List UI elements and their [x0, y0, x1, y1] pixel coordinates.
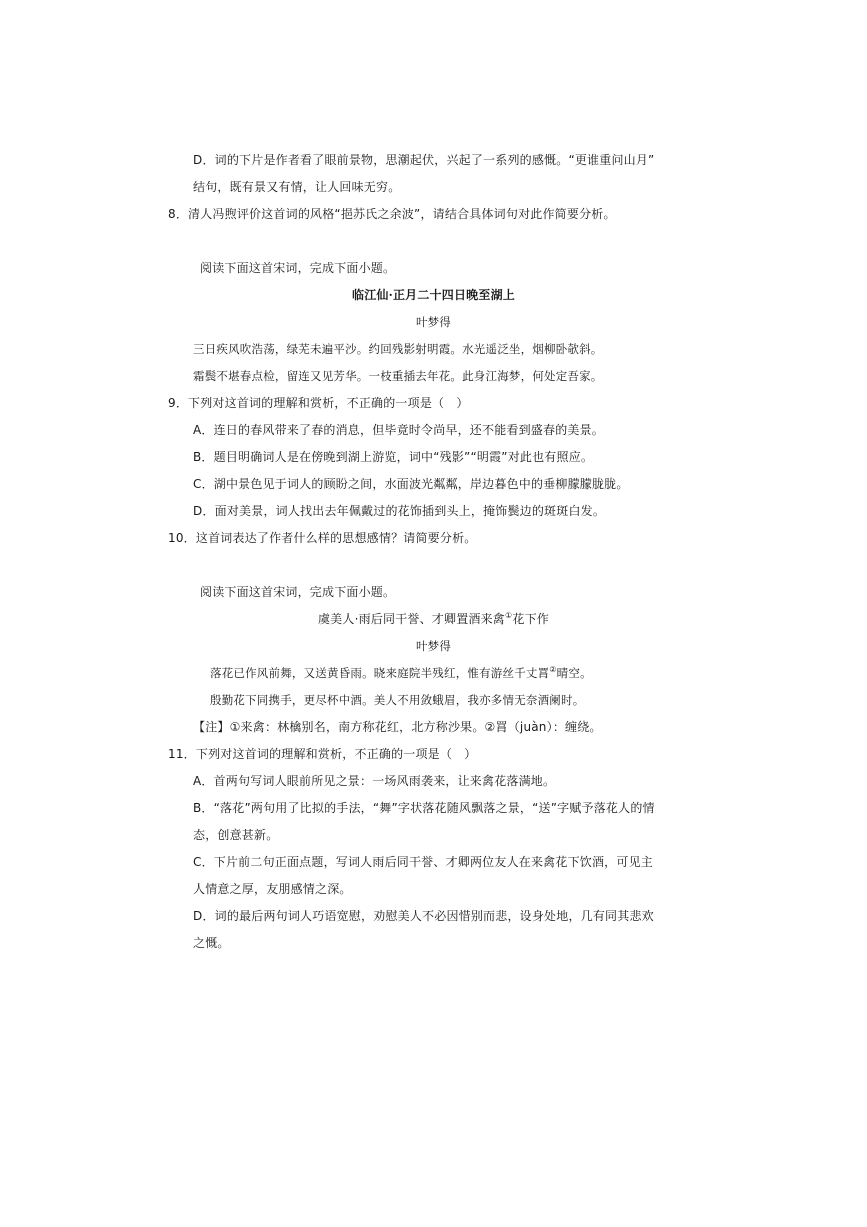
- poem-title-2: [0, 611, 867, 627]
- poem-title-2-pre: 虞美人·雨后同干誉、才卿置酒来禽: [317, 612, 506, 626]
- q11-option-c-line1: C．下片前二句正面点题，写词人雨后同干誉、才卿两位友人在来禽花下饮酒，可见主: [193, 855, 653, 869]
- question-11: 11．下列对这首词的理解和赏析，不正确的一项是（ ）: [168, 747, 477, 761]
- poem-title-1: 临江仙·正月二十四日晚至湖上: [352, 288, 515, 302]
- q11-option-b-line1: B．“落花”两句用了比拟的手法，“舞”字状落花随风飘落之景，“送”字赋予落花人的情: [193, 801, 655, 815]
- q11-option-d-line1: D．词的最后两句词人巧语宽慰，劝慰美人不必因惜别而悲，设身处地，几有同其悲欢: [193, 909, 654, 923]
- note-marker-1: ①: [505, 611, 513, 620]
- q9-option-a: A．连日的春风带来了春的消息，但毕竟时令尚早，还不能看到盛春的美景。: [193, 423, 605, 437]
- question-8: 8．清人冯煦评价这首词的风格“挹苏氏之余波”，请结合具体词句对此作简要分析。: [168, 207, 616, 221]
- annotation-note: 【注】①来禽：林檎别名，南方称花红，北方称沙果。②罥（juàn）：缠绕。: [193, 720, 602, 734]
- instruction-1: 阅读下面这首宋词，完成下面小题。: [200, 261, 396, 275]
- poem-author-1: 叶梦得: [415, 315, 452, 329]
- q9-option-b: B．题目明确词人是在傍晚到湖上游览，词中“残影”“明霞”对此也有照应。: [193, 450, 594, 464]
- poem2-line2: 殷勤花下同携手，更尽杯中酒。美人不用敛蛾眉，我亦多情无奈酒阑时。: [210, 693, 585, 707]
- poem2-line1-post: 晴空。: [556, 666, 592, 680]
- question-10: 10．这首词表达了作者什么样的思想感情？请简要分析。: [168, 531, 477, 545]
- q9-option-d: D．面对美景，词人找出去年佩戴过的花饰插到头上，掩饰鬓边的斑斑白发。: [193, 504, 606, 518]
- q11-option-a: A．首两句写词人眼前所见之景：一场风雨袭来，让来禽花落满地。: [193, 774, 556, 788]
- option-d-line2: 结句，既有景又有情，让人回味无穷。: [193, 180, 401, 194]
- option-d-line1: D．词的下片是作者看了眼前景物，思潮起伏，兴起了一系列的感慨。“更谁重问山月”: [193, 153, 655, 167]
- q11-option-d-line2: 之慨。: [193, 936, 230, 950]
- question-9: 9．下列对这首词的理解和赏析，不正确的一项是（ ）: [168, 396, 469, 410]
- poem2-line1-pre: 落花已作风前舞，又送黄昏雨。晓来庭院半残红，惟有游丝千丈罥: [210, 666, 550, 680]
- poem-title-2-post: 花下作: [512, 612, 549, 626]
- poem1-line1: 三日疾风吹浩荡，绿芜未遍平沙。约回残影射明霞。水光遥泛坐，烟柳卧欹斜。: [193, 342, 603, 356]
- instruction-2: 阅读下面这首宋词，完成下面小题。: [200, 585, 396, 599]
- q11-option-b-line2: 态，创意甚新。: [193, 828, 279, 842]
- note-marker-2: ②: [549, 665, 557, 675]
- q11-option-c-line2: 人情意之厚，友朋感情之深。: [193, 882, 352, 896]
- q9-option-c: C．湖中景色见于词人的顾盼之间，水面波光粼粼，岸边暮色中的垂柳朦朦胧胧。: [193, 477, 629, 491]
- poem-author-2: 叶梦得: [415, 639, 452, 653]
- poem1-line2: 霜鬓不堪春点检，留连又见芳华。一枝重插去年花。此身江海梦，何处定吾家。: [193, 369, 603, 383]
- poem2-line1: [210, 665, 592, 681]
